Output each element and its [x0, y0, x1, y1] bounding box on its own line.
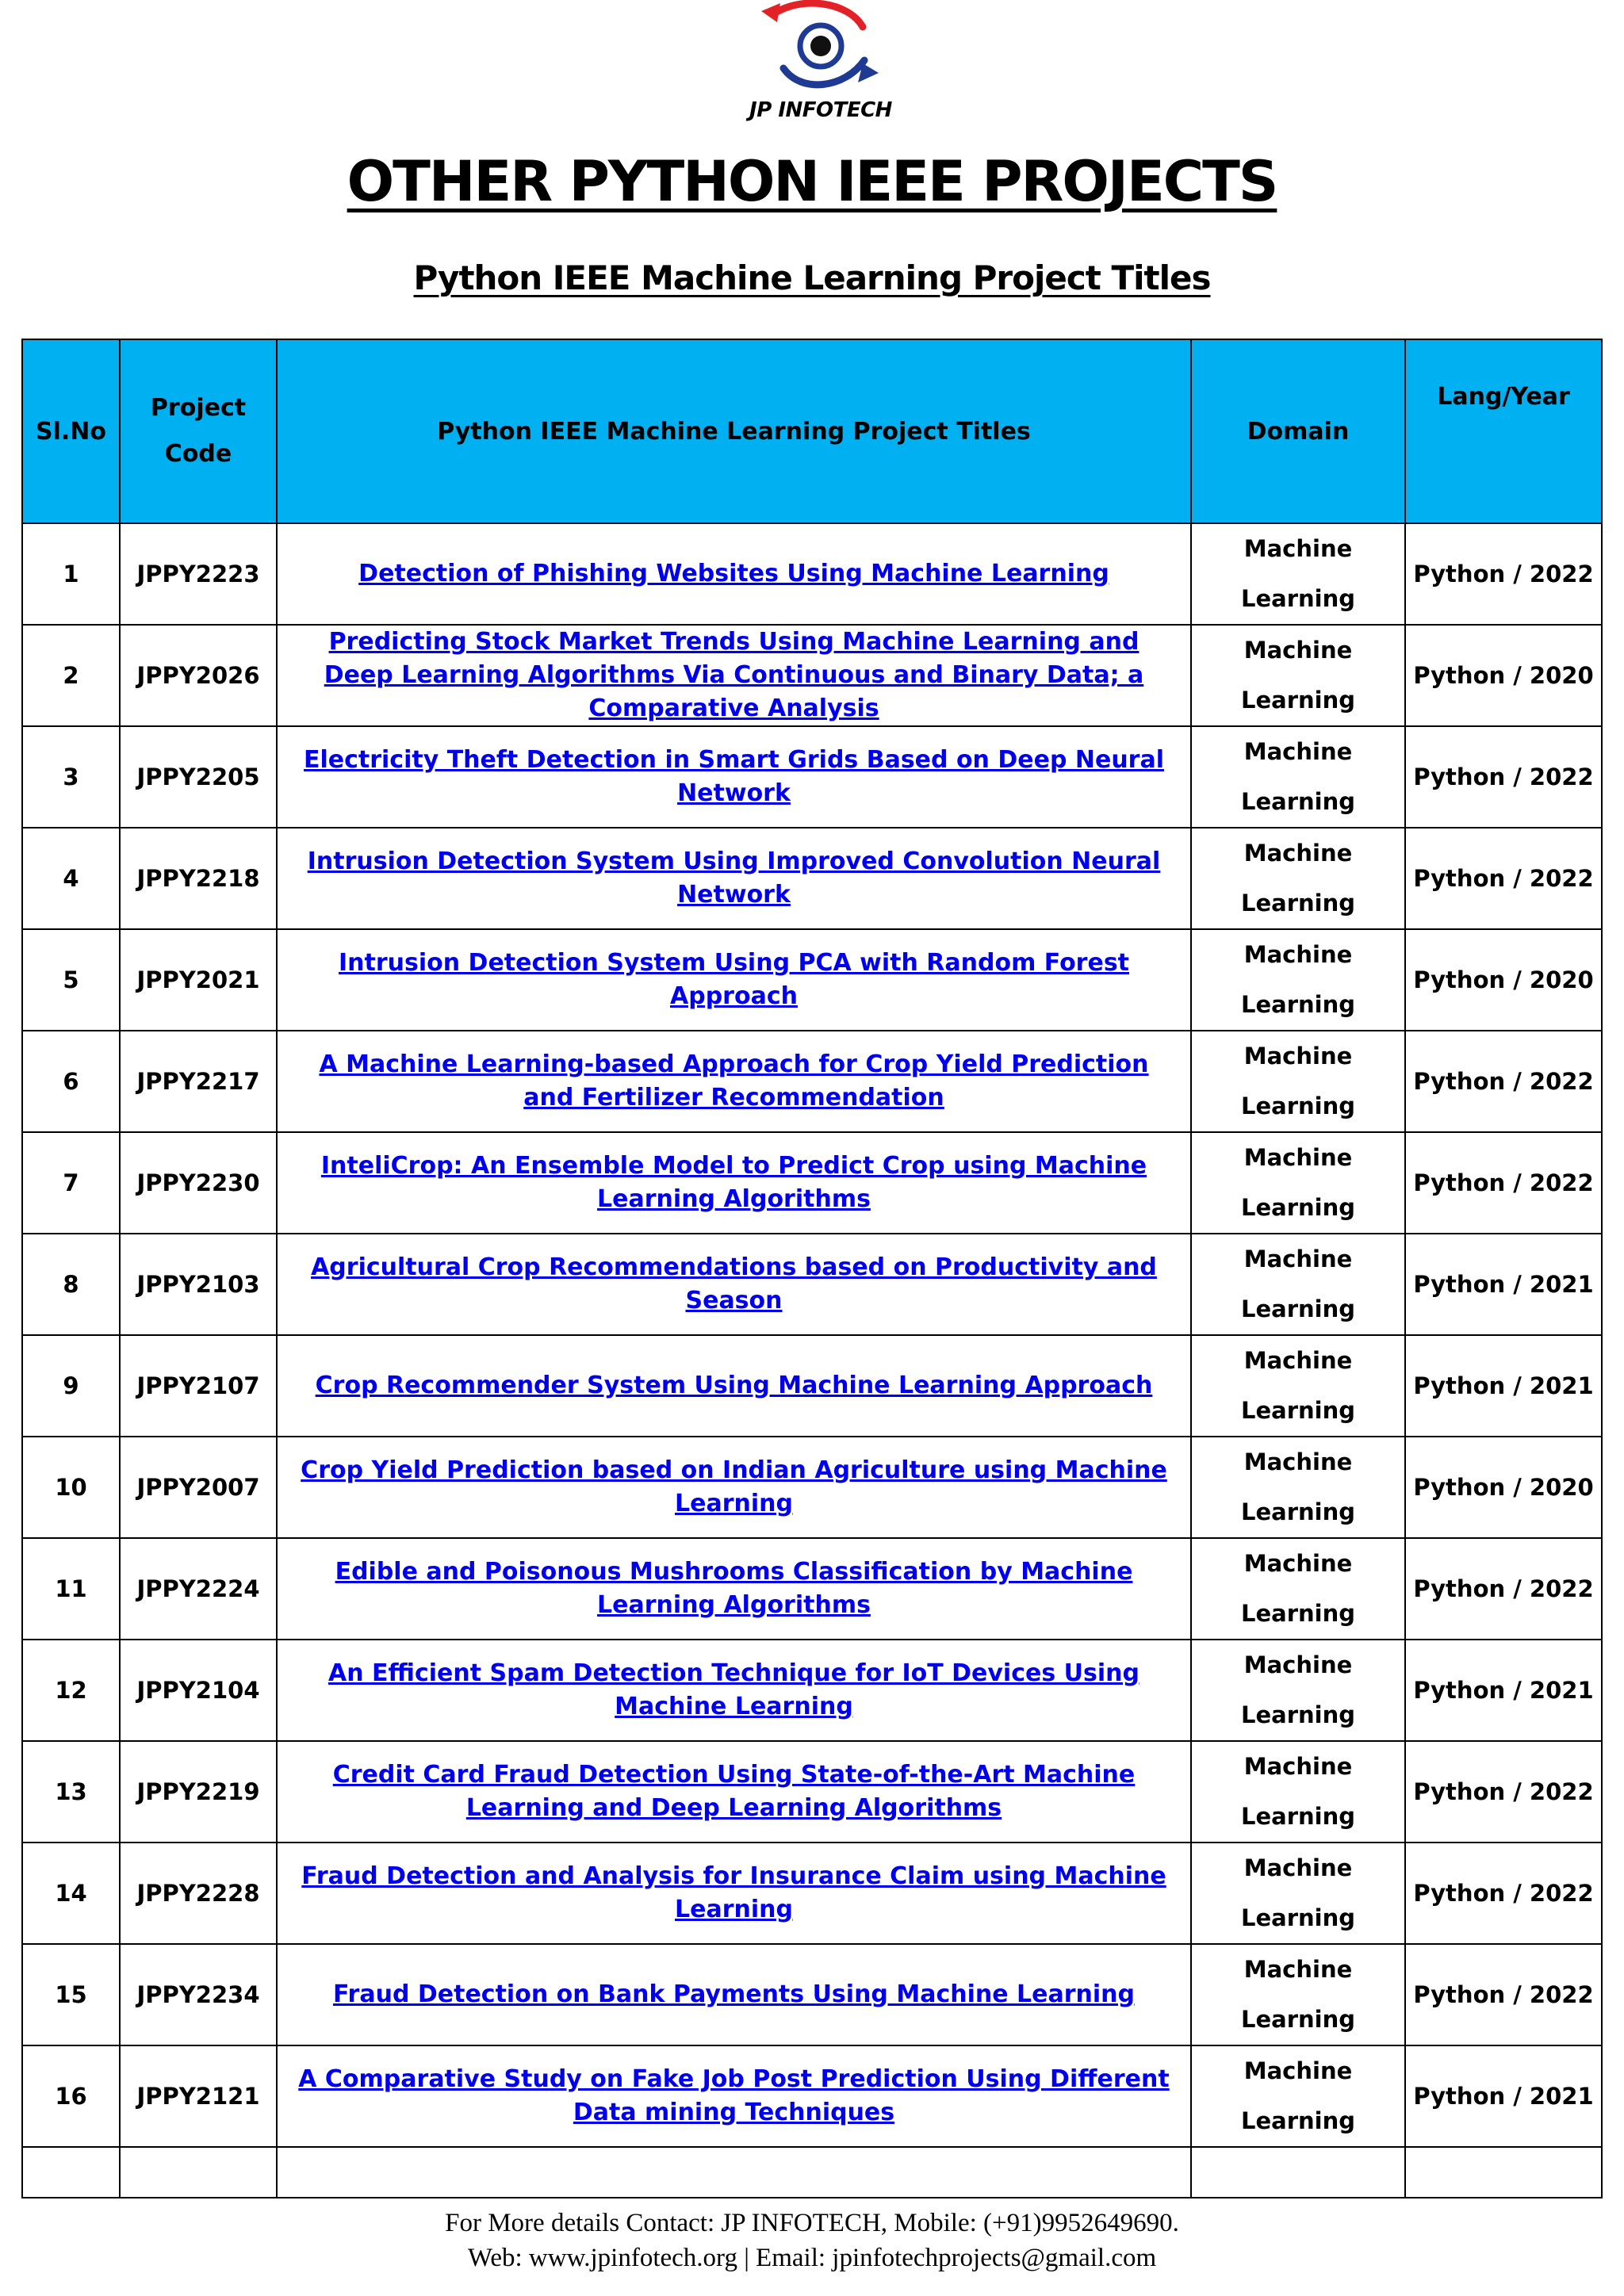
- project-title-link[interactable]: Agricultural Crop Recommendations based on Productivity and Season: [311, 1253, 1157, 1314]
- project-title-link[interactable]: Credit Card Fraud Detection Using State-of-the-Art Machine Learning and Deep Learning Algorithms: [332, 1761, 1136, 1822]
- project-title-link[interactable]: Electricity Theft Detection in Smart Grids Based on Deep Neural Network: [303, 746, 1165, 807]
- domain-line2: Learning: [1240, 1397, 1355, 1424]
- cell-lang-year: Python / 2022: [1405, 726, 1602, 828]
- header-code-line2: Code: [164, 440, 232, 468]
- cell-slno: 10: [22, 1437, 120, 1538]
- domain-line2: Learning: [1240, 1904, 1355, 1931]
- table-row: [22, 1132, 1602, 1234]
- cell-lang-year: Python / 2022: [1405, 1843, 1602, 1944]
- page-subtitle: Python IEEE Machine Learning Project Titles: [413, 258, 1211, 297]
- footer-contact-line: For More details Contact: JP INFOTECH, Mobile: (+91)9952649690.: [445, 2209, 1179, 2237]
- cell-slno: 3: [22, 726, 120, 828]
- domain-line2: Learning: [1240, 585, 1355, 612]
- cell-domain: [1191, 1335, 1405, 1437]
- table-row: [22, 523, 1602, 625]
- cell-title: [277, 828, 1191, 929]
- cell-project-code: JPPY2224: [120, 1538, 277, 1640]
- header-slno: [22, 339, 120, 523]
- cell-lang-year: Python / 2022: [1405, 1538, 1602, 1640]
- domain-line2: Learning: [1240, 1093, 1355, 1119]
- empty-cell: [22, 2147, 120, 2198]
- cell-lang-year: Python / 2021: [1405, 1640, 1602, 1741]
- table-row: [22, 625, 1602, 726]
- project-title-link[interactable]: Intrusion Detection System Using Improved Convolution Neural Network: [307, 848, 1161, 909]
- cell-slno: 7: [22, 1132, 120, 1234]
- cell-title: [277, 2045, 1191, 2147]
- cell-project-code: JPPY2217: [120, 1031, 277, 1132]
- cell-lang-year: Python / 2022: [1405, 1944, 1602, 2045]
- domain-line1: Machine: [1243, 2057, 1353, 2084]
- cell-title: [277, 1640, 1191, 1741]
- domain-line1: Machine: [1243, 1854, 1353, 1881]
- table-row: [22, 2045, 1602, 2147]
- empty-cell: [277, 2147, 1191, 2198]
- table-row: [22, 1335, 1602, 1437]
- domain-line1: Machine: [1243, 1651, 1353, 1678]
- cell-lang-year: Python / 2022: [1405, 1741, 1602, 1843]
- project-title-link[interactable]: A Comparative Study on Fake Job Post Prediction Using Different Data mining Techniques: [298, 2065, 1170, 2126]
- cell-project-code: JPPY2223: [120, 523, 277, 625]
- table-row: [22, 828, 1602, 929]
- projects-table: [21, 339, 1603, 2198]
- cell-project-code: JPPY2021: [120, 929, 277, 1031]
- cell-domain: [1191, 1944, 1405, 2045]
- domain-line2: Learning: [1240, 687, 1355, 714]
- project-title-link[interactable]: A Machine Learning-based Approach for Crop Yield Prediction and Fertilizer Recommendation: [319, 1050, 1149, 1112]
- cell-project-code: JPPY2107: [120, 1335, 277, 1437]
- domain-line1: Machine: [1243, 738, 1353, 765]
- domain-line2: Learning: [1240, 1701, 1355, 1728]
- header-project-code: [120, 339, 277, 523]
- table-row: [22, 929, 1602, 1031]
- header-title-label: Python IEEE Machine Learning Project Titles: [437, 417, 1031, 446]
- table-row: [22, 1640, 1602, 1741]
- domain-line2: Learning: [1240, 788, 1355, 815]
- domain-line1: Machine: [1243, 1956, 1353, 1983]
- cell-project-code: JPPY2205: [120, 726, 277, 828]
- cell-title: [277, 1132, 1191, 1234]
- cell-slno: 2: [22, 625, 120, 726]
- project-title-link[interactable]: Fraud Detection and Analysis for Insurance Claim using Machine Learning: [301, 1862, 1166, 1923]
- cell-project-code: JPPY2218: [120, 828, 277, 929]
- cell-lang-year: Python / 2022: [1405, 1031, 1602, 1132]
- table-row: [22, 1538, 1602, 1640]
- table-row: [22, 1031, 1602, 1132]
- cell-slno: 9: [22, 1335, 120, 1437]
- header-title: [277, 339, 1191, 523]
- footer-contact: [0, 2206, 1624, 2275]
- cell-project-code: JPPY2026: [120, 625, 277, 726]
- domain-line2: Learning: [1240, 890, 1355, 916]
- cell-project-code: JPPY2230: [120, 1132, 277, 1234]
- project-title-link[interactable]: Detection of Phishing Websites Using Machine Learning: [358, 560, 1109, 587]
- cell-domain: [1191, 726, 1405, 828]
- cell-slno: 13: [22, 1741, 120, 1843]
- cell-domain: [1191, 1031, 1405, 1132]
- project-title-link[interactable]: Crop Yield Prediction based on Indian Agriculture using Machine Learning: [301, 1456, 1167, 1517]
- cell-project-code: JPPY2228: [120, 1843, 277, 1944]
- logo-text: JP INFOTECH: [749, 98, 892, 122]
- cell-domain: [1191, 929, 1405, 1031]
- cell-domain: [1191, 625, 1405, 726]
- cell-lang-year: Python / 2021: [1405, 2045, 1602, 2147]
- cell-title: [277, 1335, 1191, 1437]
- cell-title: [277, 1234, 1191, 1335]
- cell-domain: [1191, 1437, 1405, 1538]
- domain-line1: Machine: [1243, 637, 1353, 664]
- header-code-line1: Project: [150, 394, 247, 422]
- cell-slno: 1: [22, 523, 120, 625]
- domain-line2: Learning: [1240, 2006, 1355, 2033]
- domain-line2: Learning: [1240, 2107, 1355, 2134]
- cell-lang-year: Python / 2020: [1405, 625, 1602, 726]
- cell-lang-year: Python / 2020: [1405, 929, 1602, 1031]
- cell-slno: 8: [22, 1234, 120, 1335]
- empty-cell: [1405, 2147, 1602, 2198]
- cell-lang-year: Python / 2020: [1405, 1437, 1602, 1538]
- project-title-link[interactable]: An Efficient Spam Detection Technique for IoT Devices Using Machine Learning: [328, 1659, 1139, 1720]
- domain-line1: Machine: [1243, 941, 1353, 968]
- domain-line1: Machine: [1243, 840, 1353, 867]
- cell-title: [277, 929, 1191, 1031]
- cell-domain: [1191, 1132, 1405, 1234]
- domain-line1: Machine: [1243, 1246, 1353, 1272]
- cell-domain: [1191, 1741, 1405, 1843]
- cell-title: [277, 625, 1191, 726]
- cell-title: [277, 1031, 1191, 1132]
- cell-lang-year: Python / 2022: [1405, 828, 1602, 929]
- project-title-link[interactable]: Edible and Poisonous Mushrooms Classification by Machine Learning Algorithms: [335, 1558, 1133, 1619]
- cell-title: [277, 523, 1191, 625]
- cell-slno: 12: [22, 1640, 120, 1741]
- table-row-empty: [22, 2147, 1602, 2198]
- cell-slno: 5: [22, 929, 120, 1031]
- domain-line1: Machine: [1243, 1550, 1353, 1577]
- empty-cell: [120, 2147, 277, 2198]
- cell-project-code: JPPY2103: [120, 1234, 277, 1335]
- logo-mark-icon: [745, 0, 896, 98]
- cell-slno: 16: [22, 2045, 120, 2147]
- cell-title: [277, 1437, 1191, 1538]
- cell-slno: 11: [22, 1538, 120, 1640]
- table-row: [22, 726, 1602, 828]
- footer-web-email-line: Web: www.jpinfotech.org | Email: jpinfotechprojects@gmail.com: [467, 2244, 1157, 2272]
- cell-lang-year: Python / 2022: [1405, 523, 1602, 625]
- cell-slno: 6: [22, 1031, 120, 1132]
- header-domain-label: Domain: [1247, 417, 1350, 446]
- cell-domain: [1191, 1640, 1405, 1741]
- company-logo: [745, 0, 896, 127]
- domain-line2: Learning: [1240, 1600, 1355, 1627]
- table-header-row: [22, 339, 1602, 523]
- cell-slno: 4: [22, 828, 120, 929]
- table-row: [22, 1437, 1602, 1538]
- cell-project-code: JPPY2219: [120, 1741, 277, 1843]
- cell-title: [277, 1538, 1191, 1640]
- project-title-link[interactable]: Crop Recommender System Using Machine Learning Approach: [315, 1372, 1153, 1399]
- domain-line2: Learning: [1240, 1498, 1355, 1525]
- table-row: [22, 1944, 1602, 2045]
- cell-project-code: JPPY2121: [120, 2045, 277, 2147]
- project-title-link[interactable]: Fraud Detection on Bank Payments Using Machine Learning: [332, 1980, 1135, 2008]
- domain-line1: Machine: [1243, 1043, 1353, 1070]
- cell-domain: [1191, 2045, 1405, 2147]
- cell-slno: 14: [22, 1843, 120, 1944]
- domain-line2: Learning: [1240, 1194, 1355, 1221]
- cell-project-code: JPPY2104: [120, 1640, 277, 1741]
- empty-cell: [1191, 2147, 1405, 2198]
- header-slno-label: Sl.No: [35, 417, 106, 446]
- cell-lang-year: Python / 2022: [1405, 1132, 1602, 1234]
- domain-line1: Machine: [1243, 1144, 1353, 1171]
- domain-line1: Machine: [1243, 1347, 1353, 1374]
- domain-line2: Learning: [1240, 991, 1355, 1018]
- page-title: OTHER PYTHON IEEE PROJECTS: [347, 149, 1277, 214]
- domain-line1: Machine: [1243, 1448, 1353, 1475]
- cell-title: [277, 1741, 1191, 1843]
- table-row: [22, 1843, 1602, 1944]
- header-domain: [1191, 339, 1405, 523]
- cell-lang-year: Python / 2021: [1405, 1335, 1602, 1437]
- cell-domain: [1191, 1538, 1405, 1640]
- header-lang-year: [1405, 339, 1602, 523]
- cell-title: [277, 1944, 1191, 2045]
- domain-line1: Machine: [1243, 1753, 1353, 1780]
- table-body: [22, 523, 1602, 2198]
- header-lang-label: Lang/Year: [1437, 383, 1570, 411]
- cell-slno: 15: [22, 1944, 120, 2045]
- domain-line1: Machine: [1243, 535, 1353, 562]
- cell-domain: [1191, 1843, 1405, 1944]
- domain-line2: Learning: [1240, 1803, 1355, 1830]
- project-title-link[interactable]: Intrusion Detection System Using PCA with Random Forest Approach: [338, 949, 1130, 1010]
- cell-project-code: JPPY2234: [120, 1944, 277, 2045]
- cell-title: [277, 1843, 1191, 1944]
- table-row: [22, 1741, 1602, 1843]
- cell-domain: [1191, 523, 1405, 625]
- cell-domain: [1191, 828, 1405, 929]
- domain-line2: Learning: [1240, 1295, 1355, 1322]
- project-title-link[interactable]: InteliCrop: An Ensemble Model to Predict Crop using Machine Learning Algorithms: [320, 1152, 1147, 1213]
- cell-domain: [1191, 1234, 1405, 1335]
- project-title-link[interactable]: Predicting Stock Market Trends Using Machine Learning and Deep Learning Algorithms Via Continuous and Binary Data; a Comparative Analysis: [324, 628, 1144, 722]
- cell-project-code: JPPY2007: [120, 1437, 277, 1538]
- cell-lang-year: Python / 2021: [1405, 1234, 1602, 1335]
- table-row: [22, 1234, 1602, 1335]
- cell-title: [277, 726, 1191, 828]
